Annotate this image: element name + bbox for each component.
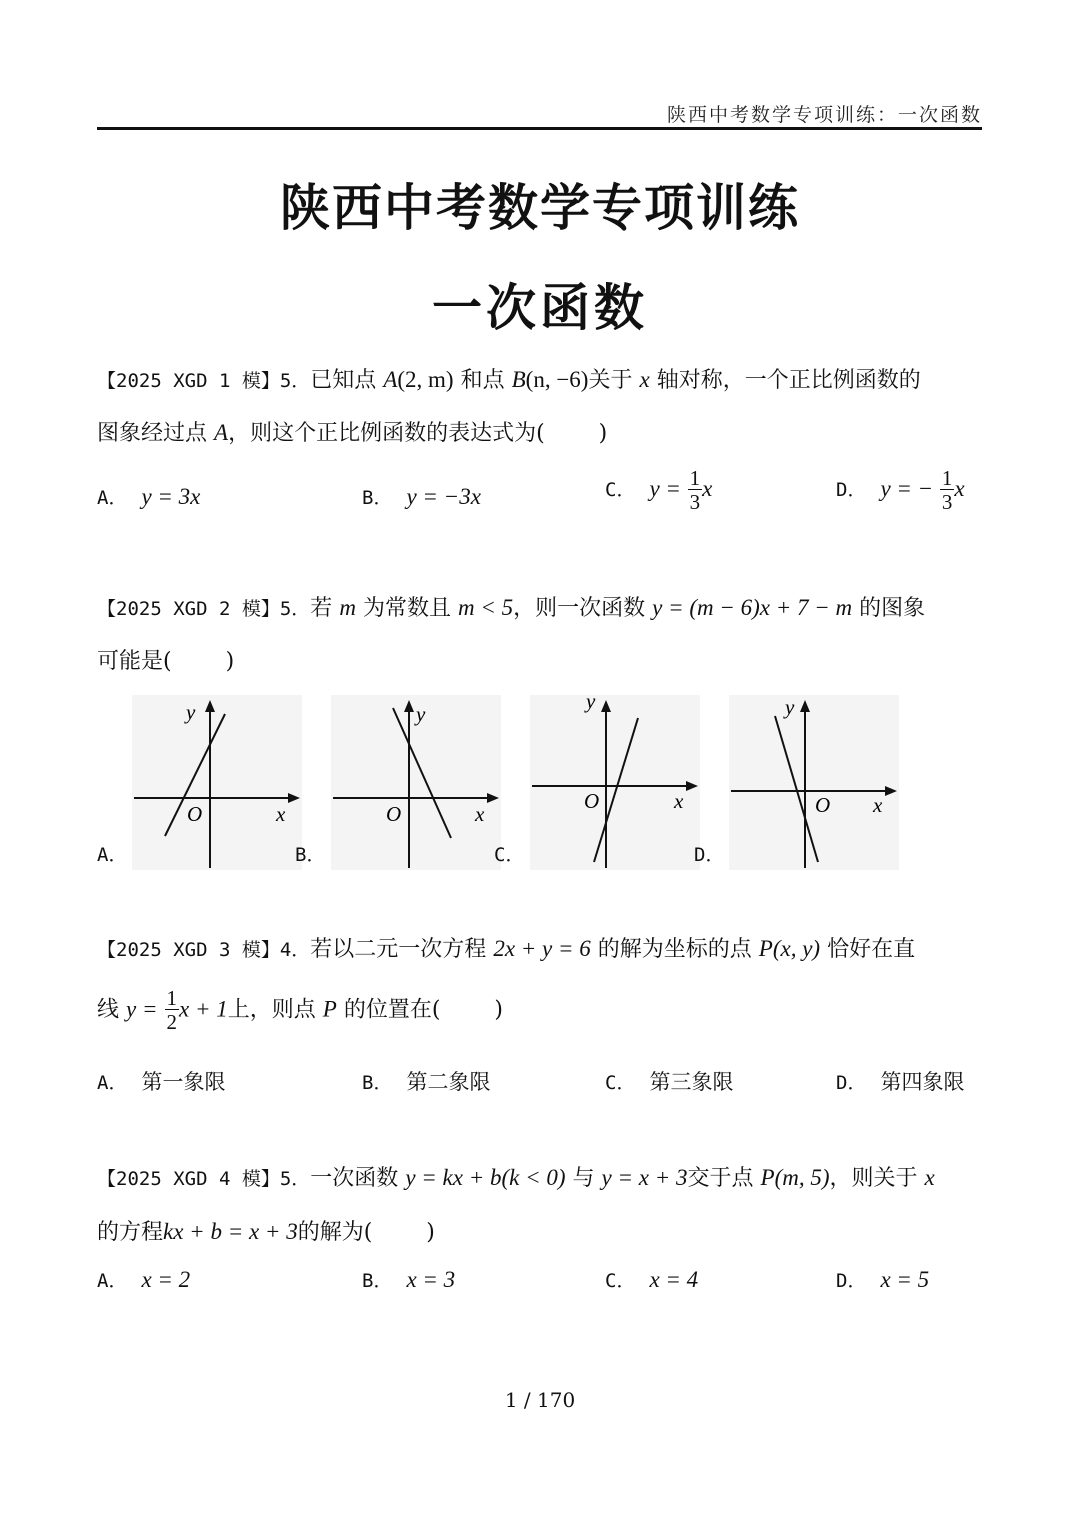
q3-number: 4． [279, 939, 311, 961]
q1-text: 已知点 [310, 368, 377, 393]
q2-graphs [97, 690, 987, 870]
q2-close-paren: ) [225, 649, 235, 674]
q2-line-2 [97, 644, 234, 675]
header-rule [97, 127, 982, 130]
y-axis-label: y [186, 700, 196, 724]
q2-text: 可能是( [97, 649, 172, 674]
q4-option-d[interactable] [836, 1266, 929, 1293]
q2-text: 为常数且 [362, 596, 451, 621]
q1-close-paren: ) [598, 421, 608, 446]
q1-line-2 [97, 416, 607, 447]
option-letter: B． [362, 1072, 393, 1094]
y-axis-label: y [586, 690, 596, 713]
q1-option-a[interactable] [97, 483, 200, 510]
q1-point-a-coords: (2, m) [397, 367, 454, 392]
q3-tag: 【2025 XGD 3 模】 [97, 939, 280, 961]
option-text: x [702, 476, 713, 501]
q1-line-1 [97, 363, 921, 394]
fraction: $\frac{1}{2}$ [166, 986, 177, 1034]
q2-text: ，则一次函数 [513, 596, 646, 621]
q4-option-a[interactable] [97, 1266, 190, 1293]
q4-text: 的方程 [97, 1220, 164, 1245]
q3-point-p: P [322, 996, 337, 1022]
q2-var-m: m [339, 595, 356, 620]
q1-text: 和点 [460, 368, 505, 393]
q4-option-c[interactable] [605, 1266, 698, 1293]
option-text: 第二象限 [406, 1070, 491, 1094]
q1-text: 关于 [588, 368, 633, 393]
x-axis-label: x [873, 793, 883, 817]
q4-var-x: x [924, 1165, 935, 1190]
q4-close-paren: ) [426, 1220, 435, 1245]
q2-line-1 [97, 591, 925, 622]
option-letter: D． [836, 1270, 867, 1292]
q4-text: 一次函数 [310, 1166, 399, 1191]
q3-option-d[interactable] [836, 1066, 964, 1096]
option-letter: C． [605, 1270, 636, 1292]
option-letter: D． [836, 479, 867, 501]
q1-text: 图象经过点 [97, 421, 208, 446]
q1-text: 轴对称，一个正比例函数的 [656, 368, 921, 393]
q2-tag: 【2025 XGD 2 模】 [97, 598, 280, 620]
page-number: 1 / 170 [504, 1388, 576, 1412]
origin-label: O [187, 802, 203, 826]
q2-text: 的图象 [859, 596, 926, 621]
q4-option-b[interactable] [362, 1266, 455, 1293]
q1-point-b: B [511, 367, 526, 392]
option-letter: C． [605, 479, 636, 501]
q3-close-paren: ) [494, 997, 503, 1023]
q1-text: ，则这个正比例函数的表达式为( [228, 421, 545, 446]
y-axis-label: y [416, 702, 426, 726]
y-axis-label: y [785, 695, 795, 719]
graph-d[interactable] [729, 690, 899, 870]
q1-tag: 【2025 XGD 1 模】 [97, 370, 280, 392]
q1-point-a: A [383, 367, 398, 392]
q3-line-2 [97, 988, 503, 1033]
option-text: x = 4 [649, 1267, 699, 1292]
q4-text: 的解为( [297, 1220, 373, 1245]
option-text: 第一象限 [141, 1070, 226, 1094]
option-text: x = 2 [141, 1267, 191, 1292]
q4-line-1 [97, 1161, 935, 1192]
q3-point: P(x, y) [758, 936, 821, 961]
fraction: $\frac{1}{3}$ [689, 466, 701, 514]
q1-var-x: x [639, 367, 650, 392]
option-letter: A． [97, 1072, 128, 1094]
q4-tag: 【2025 XGD 4 模】 [97, 1168, 280, 1190]
graph-b-letter[interactable]: B． [295, 844, 326, 866]
graph-a-letter[interactable]: A． [97, 844, 128, 866]
option-text: 第四象限 [880, 1070, 965, 1094]
q3-text: 的解为坐标的点 [597, 937, 752, 962]
option-text: y = 3x [141, 484, 201, 509]
q3-equation: 2x + y = 6 [493, 936, 591, 961]
q4-point: P(m, 5) [760, 1165, 830, 1190]
q4-text: ，则关于 [829, 1166, 918, 1191]
q3-text: 若以二元一次方程 [310, 937, 487, 962]
q3-option-a[interactable] [97, 1066, 225, 1096]
q3-line-eq: y = [126, 996, 158, 1022]
option-text: y = −3x [406, 484, 481, 509]
x-axis-label: x [276, 802, 286, 826]
q3-text: 线 [97, 997, 120, 1023]
q2-text: 若 [310, 596, 333, 621]
q2-number: 5． [279, 598, 311, 620]
fraction: $\frac{1}{3}$ [941, 466, 953, 514]
page-title: 陕西中考数学专项训练 [280, 179, 800, 237]
q3-line-1 [97, 932, 915, 963]
q1-option-b[interactable] [362, 483, 481, 510]
option-letter: A． [97, 1270, 128, 1292]
q4-text: 与 [572, 1166, 595, 1191]
q3-text: 恰好在直 [827, 937, 916, 962]
page-subtitle: 一次函数 [432, 279, 648, 337]
option-letter: B． [362, 487, 393, 509]
q3-line-eq: x + 1 [179, 996, 228, 1022]
option-letter: C． [605, 1072, 636, 1094]
q4-function-2: y = x + 3 [601, 1165, 688, 1190]
origin-label: O [584, 789, 600, 813]
origin-label: O [815, 793, 831, 817]
q4-number: 5． [279, 1168, 311, 1190]
option-text: 第三象限 [649, 1070, 734, 1094]
q2-function: y = (m − 6)x + 7 − m [652, 595, 853, 620]
q2-condition: m < 5 [457, 595, 514, 620]
origin-label: O [386, 802, 402, 826]
graph-d-letter[interactable]: D． [694, 844, 725, 866]
option-letter: B． [362, 1270, 393, 1292]
q3-text: 的位置在( [343, 997, 441, 1023]
x-axis-label: x [674, 789, 684, 813]
graph-c[interactable] [530, 690, 700, 870]
x-axis-label: x [475, 802, 485, 826]
q4-equation: kx + b = x + 3 [163, 1219, 298, 1244]
graph-a[interactable] [132, 690, 302, 870]
q3-text: 上，则点 [227, 997, 316, 1023]
option-letter: D． [836, 1072, 867, 1094]
q3-option-c[interactable] [605, 1066, 733, 1096]
running-header: 陕西中考数学专项训练：一次函数 [666, 104, 982, 126]
option-text: y = − [880, 476, 934, 501]
q1-point-a-ref: A [214, 420, 229, 445]
q1-point-b-coords: (n, −6) [525, 367, 589, 392]
option-text: x [954, 476, 965, 501]
q1-number: 5． [279, 370, 311, 392]
option-letter: A． [97, 487, 128, 509]
q1-option-d[interactable] [836, 468, 965, 513]
q1-option-c[interactable] [605, 468, 712, 513]
q4-function-1: y = kx + b(k < 0) [405, 1165, 566, 1190]
q4-line-2 [97, 1215, 435, 1246]
q4-text: 交于点 [687, 1166, 754, 1191]
option-text: y = [649, 476, 681, 501]
graph-c-letter[interactable]: C． [494, 844, 525, 866]
option-text: x = 5 [880, 1267, 930, 1292]
q3-option-b[interactable] [362, 1066, 490, 1096]
option-text: x = 3 [406, 1267, 456, 1292]
graph-b[interactable] [331, 690, 501, 870]
